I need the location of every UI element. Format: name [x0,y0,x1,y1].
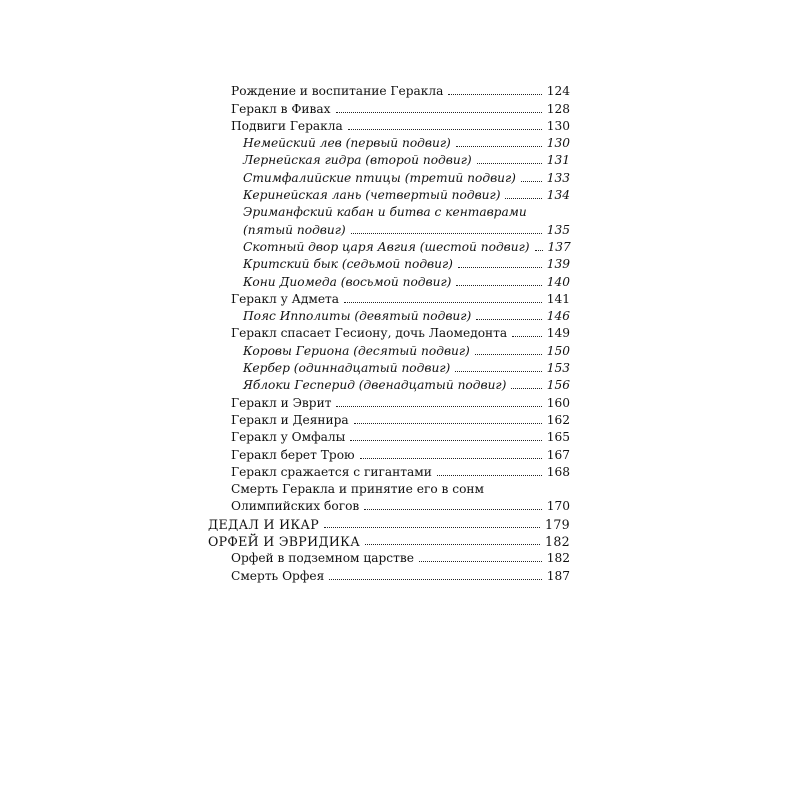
toc-entry-title: Лернейская гидра (второй подвиг) [243,153,472,168]
toc-entry [208,151,570,168]
dot-leader [511,388,541,389]
toc-entry-title: Коровы Гериона (десятый подвиг) [243,343,470,358]
toc-entry-title: Яблоки Гесперид (двенадцатый подвиг) [243,378,507,393]
toc-entry [208,393,570,410]
toc-entry [208,549,570,566]
toc-entry-title: Олимпийских богов [231,499,360,514]
toc-entry-page-number: 124 [546,84,570,99]
toc-entry [208,532,570,549]
toc-entry [208,428,570,445]
dot-leader [360,458,542,459]
toc-entry-page-number: 187 [546,568,570,583]
toc-entry [208,82,570,99]
toc-entry-title: ОРФЕЙ И ЭВРИДИКА [208,534,361,550]
toc-entry-page-number: 156 [546,378,570,393]
toc-entry [208,134,570,151]
toc-entry-page-number: 130 [546,118,570,133]
dot-leader [512,336,542,337]
toc-entry-title: Геракл сражается с гигантами [231,464,432,479]
toc-entry-page-number: 146 [546,309,570,324]
toc-entry-page-number: 167 [546,447,570,462]
toc-entry-page-number: 128 [546,101,570,116]
toc-entry-title: Керинейская лань (четвертый подвиг) [243,188,501,203]
dot-leader [477,163,542,164]
dot-leader [354,423,542,424]
dot-leader [324,527,540,528]
toc-entry [208,359,570,376]
toc-entry-page-number: 168 [546,464,570,479]
toc-entry-page-number: 139 [546,257,570,272]
dot-leader [364,509,541,510]
toc-entry [208,99,570,116]
toc-entry-title: Орфей в подземном царстве [231,551,414,566]
dot-leader [348,129,542,130]
toc-entry-page-number: 150 [546,343,570,358]
toc-entry-title: Геракл у Омфалы [231,430,346,445]
toc-entry-title: Геракл и Деянира [231,412,349,427]
toc-entry-title: Геракл и Эврит [231,395,332,410]
dot-leader [535,250,543,251]
toc-entry-title: Геракл в Фивах [231,101,331,116]
toc-entry-page-number: 153 [546,361,570,376]
toc-entry [208,411,570,428]
toc-entry [208,186,570,203]
dot-leader [448,94,541,95]
dot-leader [437,475,542,476]
toc-entry-title: Геракл спасает Гесиону, дочь Лаомедонта [231,326,508,341]
toc-entry [208,376,570,393]
toc-entry [208,238,570,255]
dot-leader [475,354,542,355]
toc-entry [208,168,570,185]
dot-leader [505,198,541,199]
toc-entry-title: Пояс Ипполиты (девятый подвиг) [243,309,472,324]
toc-entry-title: Смерть Орфея [231,568,325,583]
toc-entry-page-number: 149 [546,326,570,341]
toc-entry [208,307,570,324]
dot-leader [456,285,541,286]
dot-leader [455,371,542,372]
toc-entry-title: Подвиги Геракла [231,118,343,133]
dot-leader [329,579,541,580]
toc-entry-title: Стимфалийские птицы (третий подвиг) [243,170,516,185]
toc-entry-page-number: 130 [546,136,570,151]
toc-entry-page-number: 137 [547,239,571,254]
toc-entry-page-number: 182 [545,534,570,550]
toc-entry [208,463,570,480]
toc-entry-title: Кони Диомеда (восьмой подвиг) [243,274,452,289]
toc-entry-title: Рождение и воспитание Геракла [231,84,444,99]
toc-entry-page-number: 131 [546,153,570,168]
toc-entry-page-number: 170 [546,499,570,514]
toc-entry-title: Кербер (одиннадцатый подвиг) [243,361,451,376]
toc-entry [208,255,570,272]
toc-entry [208,272,570,289]
toc-entry [208,290,570,307]
toc-entry [208,514,570,531]
toc-entry-page-number: 133 [546,170,570,185]
toc-entry [208,203,570,220]
toc-entry [208,566,570,583]
toc-entry-page-number: 141 [546,291,570,306]
toc-entry-page-number: 134 [546,188,570,203]
dot-leader [344,302,542,303]
toc-entry-title: ДЕДАЛ И ИКАР [208,516,320,532]
toc-entry-title: Геракл у Адмета [231,291,340,306]
dot-leader [350,440,541,441]
toc-entry [208,324,570,341]
dot-leader [458,267,542,268]
toc-entry-page-number: 165 [546,430,570,445]
toc-entry [208,117,570,134]
dot-leader [336,112,542,113]
toc-entry-page-number: 160 [546,395,570,410]
toc-entry-title: Критский бык (седьмой подвиг) [243,257,453,272]
table-of-contents [208,82,570,584]
toc-entry-title: Геракл берет Трою [231,447,355,462]
toc-entry-title: Скотный двор царя Авгия (шестой подвиг) [243,239,530,254]
dot-leader [521,181,542,182]
toc-entry-page-number: 162 [546,412,570,427]
toc-entry-page-number: 135 [546,222,570,237]
toc-entry-title: (пятый подвиг) [243,222,346,237]
dot-leader [456,146,542,147]
toc-entry-title: Смерть Геракла и принятие его в сонм [231,482,485,497]
toc-entry [208,220,570,237]
toc-entry-page-number: 182 [546,551,570,566]
dot-leader [419,561,542,562]
toc-entry-page-number: 140 [546,274,570,289]
dot-leader [365,544,540,545]
dot-leader [351,233,542,234]
toc-entry-page-number: 179 [545,516,570,532]
toc-entry [208,445,570,462]
toc-entry-title: Эриманфский кабан и битва с кентаврами [243,205,527,220]
toc-entry [208,341,570,358]
dot-leader [476,319,542,320]
toc-entry [208,497,570,514]
dot-leader [336,406,541,407]
toc-entry [208,480,570,497]
toc-entry-title: Немейский лев (первый подвиг) [243,136,451,151]
